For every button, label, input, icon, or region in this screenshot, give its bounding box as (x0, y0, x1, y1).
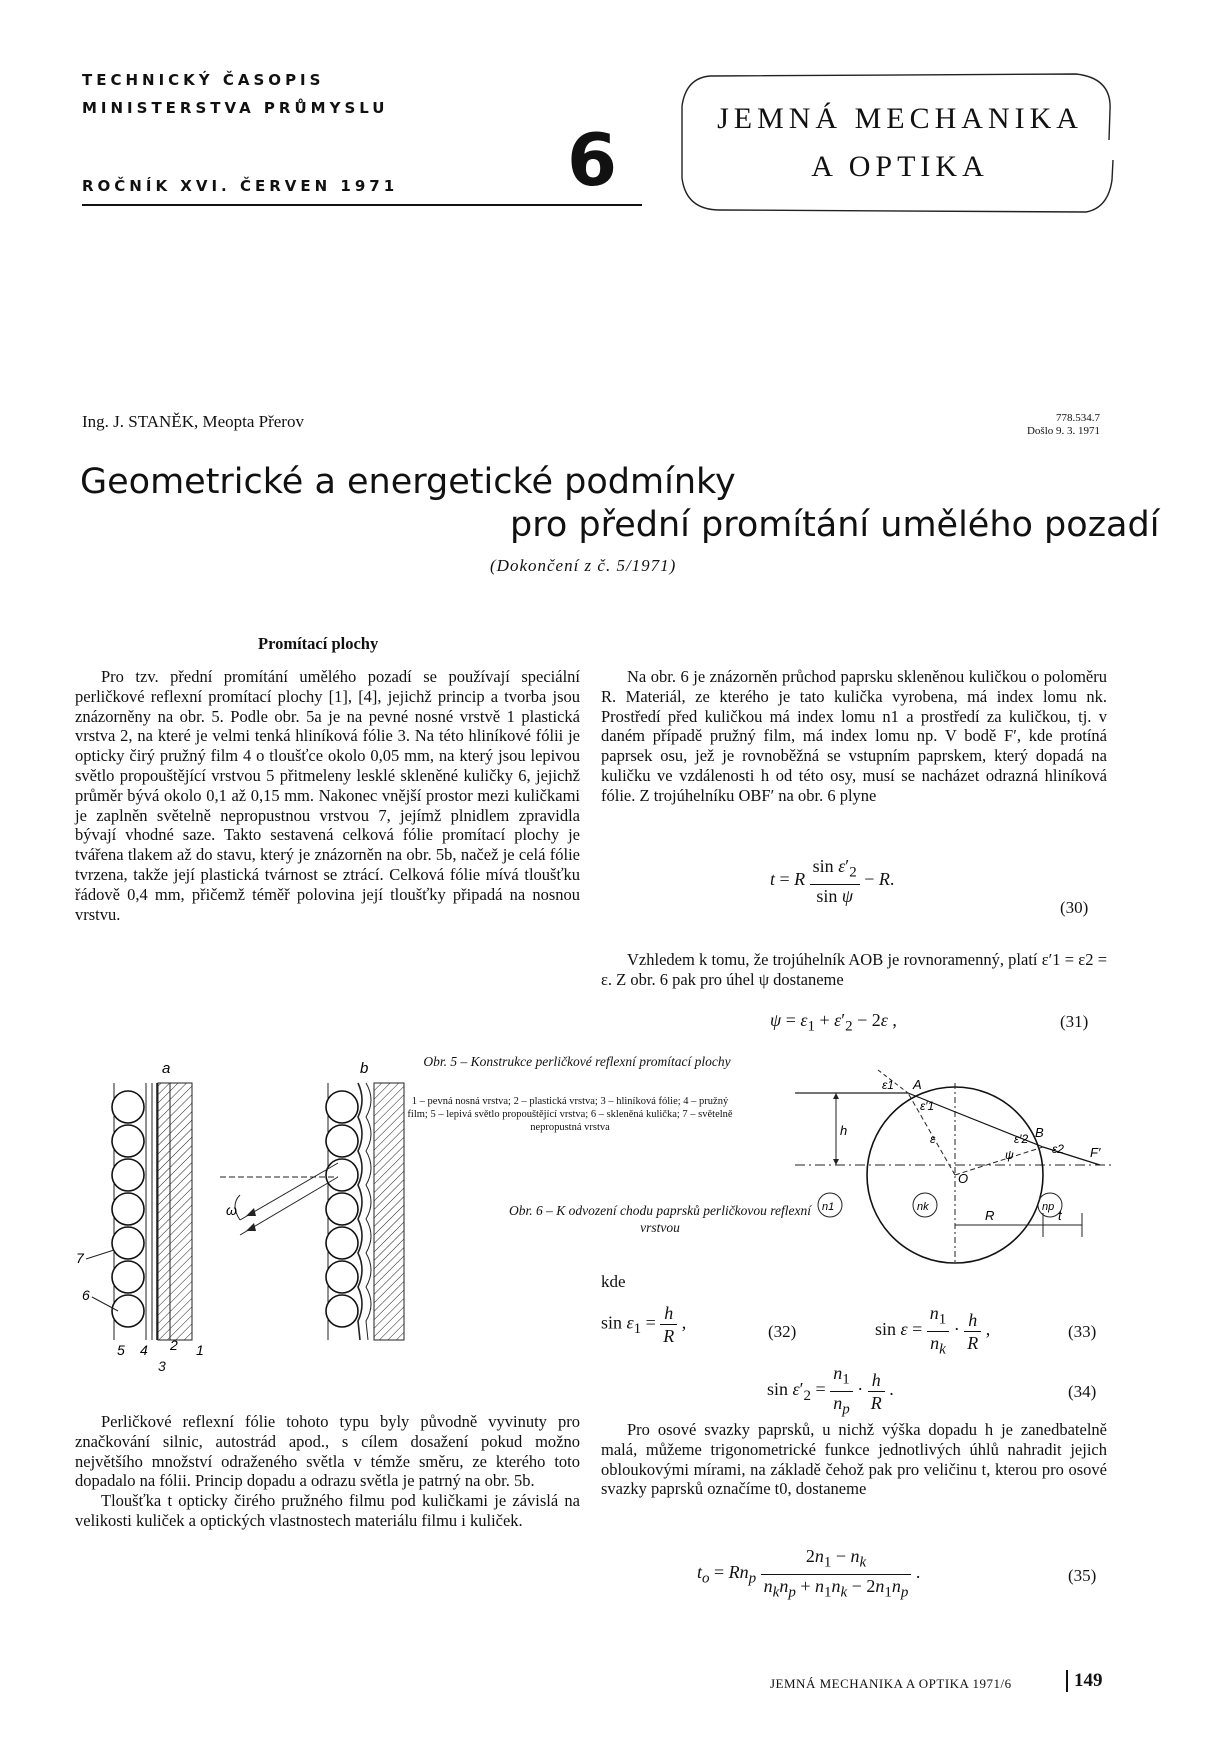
paragraph-text: Pro tzv. přední promítání umělého pozadí se používají speciální perličkové reflexní promítací plochy [1], [4], jejichž princip a tvorba jsou znázorněny na obr. 5. Podle obr. 5a je na pevné nosné vrstvě 1 plastická vrstva 2, na které je velmi tenká hliníková fólie 3. Na této hliníkové fólii je opticky čirý pružný film 4 o tloušťce okolo 0,05 mm, na který jsou lepivou světlo propouštějící vrstvou 5 přitmeleny lesklé skleněné kuličky 6, jejichž průměr bývá okolo 0,1 až 0,15 mm. Nakonec vnější prostor mezi kuličkami je zaplněn světelně nepropustnou vrstvou 7, jejímž plnidlem zpravidla bývají vhodné saze. Takto sestavená celková fólie promítací plochy je tvářena tlakem až do stavu, který je znázorněn na obr. 5b, načež je celá fólie tvrzena, takže její plastická tvárnost se ztrácí. Celková fólie mívá tloušťku řádově 0,4 mm, přičemž téměř polovina její tloušťky připadá na nosnou vrstvu. (75, 667, 580, 924)
journal-title-frame (676, 70, 1116, 216)
fig6-label-O: O (958, 1171, 969, 1186)
masthead-issue-date: ROČNÍK XVI. ČERVEN 1971 (82, 177, 399, 195)
article-title-line-1: Geometrické a energetické podmínky (80, 462, 736, 502)
fig5-caption-title: Obr. 5 – Konstrukce perličkové reflexní promítací plochy (423, 1054, 731, 1069)
fig6-label-e1: ε1 (882, 1078, 894, 1092)
section-heading: Promítací plochy (258, 634, 379, 653)
fig6-label-t: t (1058, 1208, 1062, 1223)
fig5-label-b: b (360, 1060, 369, 1077)
author-byline: Ing. J. STANĚK, Meopta Přerov (82, 412, 304, 431)
masthead-line-2: MINISTERSTVA PRŮMYSLU (82, 99, 389, 117)
equation-number-35: (35) (1068, 1566, 1097, 1585)
right-column-paragraph-2 (601, 950, 1107, 990)
fig6-label-h: h (840, 1123, 848, 1138)
kde-label: kde (601, 1272, 626, 1291)
journal-title-line-1: JEMNÁ MECHANIKA (717, 102, 1083, 135)
figure-6-diagram (790, 1065, 1120, 1290)
fig6-label-R: R (985, 1208, 995, 1223)
equation-number-33: (33) (1068, 1322, 1097, 1341)
paragraph-text: Vzhledem k tomu, že trojúhelník AOB je rovnoramenný, platí ε′1 = ε2 = ε. Z obr. 6 pak pro úhel ψ dostaneme (601, 950, 1107, 989)
fig5-label-a: a (162, 1060, 171, 1077)
fig5-label-4: 4 (140, 1342, 148, 1355)
masthead-line-1: TECHNICKÝ ČASOPIS (82, 71, 325, 89)
fig5-label-omega: ω (226, 1202, 237, 1218)
continuation-note: (Dokončení z č. 5/1971) (490, 556, 677, 575)
udc-classification: 778.534.7 (1056, 412, 1100, 424)
fig5-label-2: 2 (170, 1337, 178, 1353)
equation-35: $t_o = Rn_p$ $\frac{2n_1 - n_k}{n_kn_p + n_1n_k - 2n_1n_p}$ . (697, 1546, 921, 1601)
equation-number-32: (32) (768, 1322, 797, 1341)
equation-number-31: (31) (1060, 1012, 1089, 1031)
left-column-paragraph (75, 667, 580, 924)
footer-journal: JEMNÁ MECHANIKA A OPTIKA 1971/6 (770, 1676, 1012, 1691)
fig5b-beads (326, 1091, 358, 1327)
equation-31: $\psi = \varepsilon_1 + \varepsilon'_2 - 2\varepsilon$ , (770, 1010, 897, 1035)
right-column-paragraph-1 (601, 667, 1107, 806)
fig5-label-6: 6 (82, 1287, 90, 1303)
page-number: 149 (1074, 1670, 1103, 1691)
fig6-label-A: A (913, 1077, 922, 1092)
fig5a-beads (112, 1091, 144, 1327)
paragraph-text: Perličkové reflexní fólie tohoto typu byly původně vyvinuty pro značkování silnic, autostrád apod., s cílem dosažení pokud možno největšího množství odraženého světla v témže směru, ze kterého toto dopadalo na fólii. Princip dopadu a odrazu světla je patrný na obr. 5b. (75, 1412, 580, 1491)
masthead-rule (82, 204, 642, 206)
paragraph-text: Na obr. 6 je znázorněn průchod paprsku skleněnou kuličkou o poloměru R. Materiál, ze kterého je tato kulička vyrobena, má index lomu nk. Prostředí před kuličkou má index lomu n1 a prostředí za kuličkou, tj. v daném případě pružný film, má index lomu np. V bodě F′, kde protíná paprsek osu, jež je rovnoběžná se vstupním paprskem, který dopadá na kuličku ve vzdálenosti h od této osy, musí se nacházet odrazná hliníková fólie. Z trojúhelníku OBF′ na obr. 6 plyne (601, 667, 1107, 805)
fig5-label-1: 1 (196, 1342, 204, 1355)
equation-number-34: (34) (1068, 1382, 1097, 1401)
fig6-label-psi: ψ (1005, 1148, 1014, 1162)
fig6-label-nk: nk (917, 1201, 929, 1213)
paragraph-text: Pro osové svazky paprsků, u nichž výška dopadu h je zanedbatelně malá, můžeme trigonometrické funkce jednotlivých úhlů nahradit jejich obloukovými mírami, na základě čehož pak pro veličinu t, kterou pro osové svazky paprsků označíme t0, dostaneme (601, 1420, 1107, 1499)
journal-title-line-2: A OPTIKA (811, 150, 989, 183)
fig5-label-5: 5 (117, 1342, 125, 1355)
fig6-caption: Obr. 6 – K odvození chodu paprsků perličkovou reflexní vrstvou (508, 1203, 812, 1235)
paragraph-text: Tloušťka t opticky čirého pružného filmu pod kuličkami je závislá na velikosti kuliček a optických vlastnostech materiálu filmu i kuliček. (75, 1491, 580, 1530)
fig5-label-3: 3 (158, 1358, 166, 1374)
issue-number: 6 (567, 118, 618, 202)
left-column-bottom-text (75, 1412, 580, 1531)
received-date: Došlo 9. 3. 1971 (1026, 425, 1100, 437)
fig6-label-B: B (1035, 1125, 1044, 1140)
equation-32: $\sin \varepsilon_1$ = $\frac{h}{R}$ , (601, 1303, 687, 1346)
equation-number-30: (30) (1060, 898, 1089, 917)
footer-divider (1066, 1670, 1068, 1692)
equation-34: $\sin \varepsilon'_2$ = $\frac{n_1}{n_p}$ · $\frac{h}{R}$ . (767, 1363, 894, 1418)
fig5-caption-legend: 1 – pevná nosná vrstva; 2 – plastická vrstva; 3 – hliníková fólie; 4 – pružný film; 5 – lepivá světlo propouštějící vrstva; 6 – skleněná kulička; 7 – světelně nepropustná vrstva (407, 1096, 733, 1133)
fig6-label-n1: n1 (822, 1201, 835, 1213)
figure-5-diagram (70, 1055, 410, 1355)
fig6-label-np: np (1042, 1201, 1055, 1213)
fig6-label-e2: ε2 (1052, 1142, 1064, 1156)
fig6-label-F: F′ (1090, 1145, 1101, 1160)
fig5-label-7: 7 (76, 1250, 84, 1266)
article-title-line-2: pro přední promítání umělého pozadí (510, 505, 1160, 545)
fig6-label-e: ε (930, 1132, 936, 1146)
equation-30: t = R $\frac{\sin \varepsilon'_2}{\text{sin ψ}}$ − R. (770, 856, 895, 906)
fig6-label-e2p: ε′2 (1014, 1132, 1029, 1146)
right-column-bottom-text (601, 1420, 1107, 1499)
fig6-label-e1p: ε′1 (920, 1099, 935, 1113)
equation-33: sin ε = $\frac{n_1}{n_k}$ · $\frac{h}{R}$ , (875, 1303, 991, 1358)
